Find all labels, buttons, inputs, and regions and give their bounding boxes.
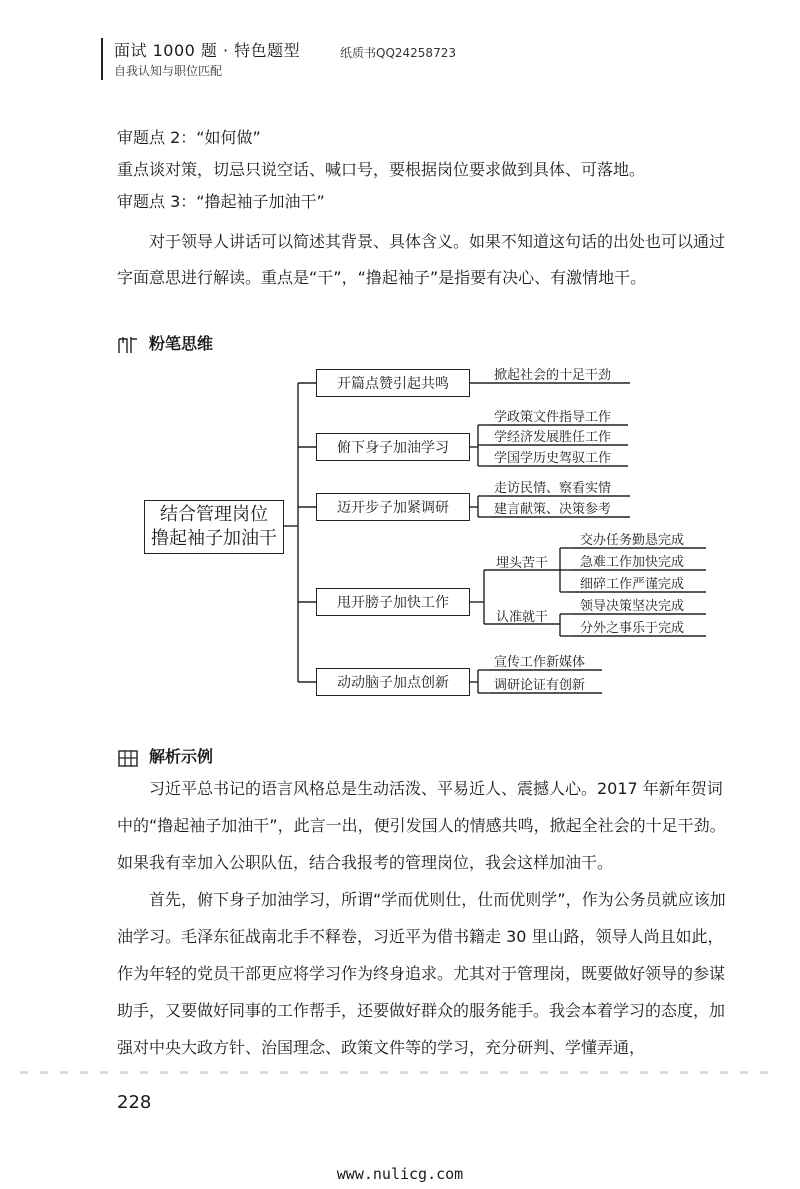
- leaf-item: 走访民情、察看实情: [494, 481, 612, 496]
- subgroup-label: 埋头苦干: [496, 556, 549, 571]
- leaf-item: 建言献策、决策参考: [494, 502, 612, 517]
- section-header-analysis: [117, 744, 213, 768]
- section-icon: [117, 748, 139, 768]
- leaf-item: 掀起社会的十足干劲: [494, 368, 612, 383]
- leaf-item: 调研论证有创新: [494, 678, 586, 693]
- chapter-subtitle: 自我认知与职位匹配: [114, 64, 223, 78]
- watermark-text: 纸质书QQ24258723: [340, 46, 456, 60]
- branch-box: 开篇点赞引起共鸣: [316, 369, 470, 397]
- page-number: 228: [117, 1092, 152, 1113]
- footer-url: www.nulicg.com: [336, 1165, 464, 1183]
- leaf-item: 分外之事乐于完成: [580, 621, 685, 636]
- leaf-item: 交办任务勤恳完成: [580, 533, 685, 548]
- leaf-item: 领导决策坚决完成: [580, 599, 685, 614]
- scan-artifact: [20, 1071, 780, 1074]
- leaf-item: 宣传工作新媒体: [494, 655, 586, 670]
- branch-box: 动动脑子加点创新: [316, 668, 470, 696]
- root-line-1: 结合管理岗位: [160, 504, 268, 525]
- analysis-paragraph: 习近平总书记的语言风格总是生动活泼、平易近人、震撼人心。2017 年新年贺词中的“撸起袖子加油干”，此言一出，便引发国人的情感共鸣，掀起全社会的十足干劲。如果我有幸加入公职队伍，结合我报考的管理岗位，我会这样加油干。: [117, 779, 726, 872]
- root-line-2: 撸起袖子加油干: [151, 528, 277, 549]
- review-point-3: 审题点 3：“撸起袖子加油干”: [117, 192, 325, 211]
- branch-box: 迈开步子加紧调研: [316, 493, 470, 521]
- leaf-item: 学政策文件指导工作: [494, 410, 612, 425]
- review-point-2-text: 重点谈对策，切忌只说空话、喊口号，要根据岗位要求做到具体、可落地。: [117, 160, 646, 179]
- book-title: 面试 1000 题 · 特色题型: [114, 41, 301, 60]
- mindmap-root: [144, 500, 284, 554]
- analysis-paragraph: 首先，俯下身子加油学习，所谓“学而优则仕，仕而优则学”，作为公务员就应该加油学习。毛泽东征战南北手不释卷，习近平为借书籍走 30 里山路，领导人尚且如此，作为年轻的党员干部更应将学习作为终身追求。尤其对于管理岗，既要做好领导的参谋助手，又要做好同事的工作帮手，还要做好群众的服务能手。我会本着学习的态度，加强对中央大政方针、治国理念、政策文件等的学习，充分研判、学懂弄通，: [117, 890, 726, 1057]
- section-title-analysis: 解析示例: [149, 747, 214, 766]
- review-point-3-text: 对于领导人讲话可以简述其背景、具体含义。如果不知道这句话的出处也可以通过字面意思进行解读。重点是“干”，“撸起袖子”是指要有决心、有激情地干。: [117, 232, 726, 287]
- leaf-item: 学国学历史驾驭工作: [494, 451, 612, 466]
- review-point-2: 审题点 2：“如何做”: [117, 128, 261, 147]
- section-title-mindmap: 粉笔思维: [149, 334, 214, 353]
- leaf-item: 细碎工作严谨完成: [580, 577, 685, 592]
- leaf-item: 急难工作加快完成: [580, 555, 685, 570]
- subgroup-label: 认准就干: [496, 610, 549, 625]
- branch-box: 俯下身子加油学习: [316, 433, 470, 461]
- branch-box: 甩开膀子加快工作: [316, 588, 470, 616]
- leaf-item: 学经济发展胜任工作: [494, 430, 612, 445]
